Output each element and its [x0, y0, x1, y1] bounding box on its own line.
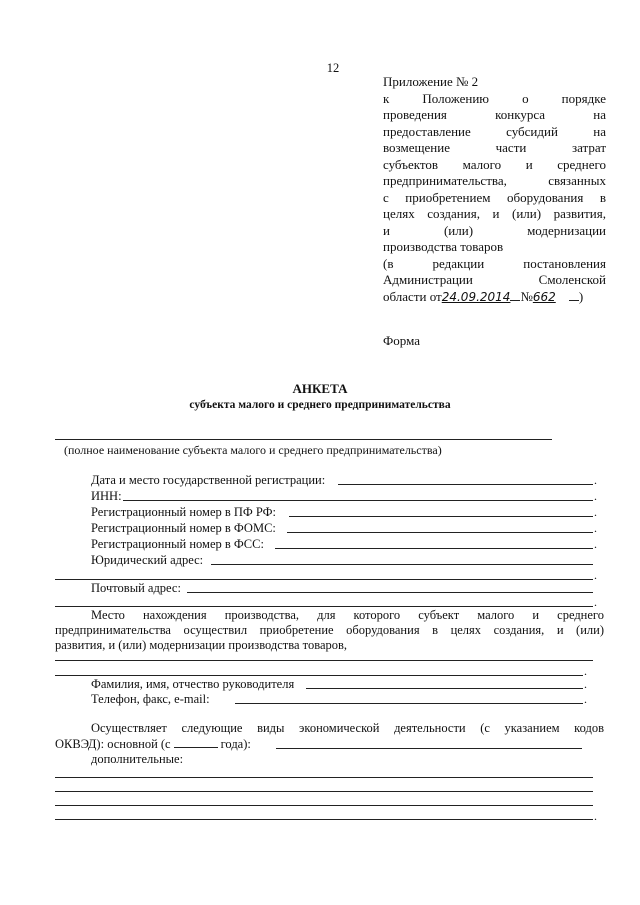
production-place-field[interactable] [55, 660, 593, 661]
contacts-field[interactable] [235, 703, 583, 704]
contacts-row [91, 691, 212, 707]
contacts-label: Телефон, факс, e-mail: [91, 692, 210, 706]
annex-line: предоставление субсидий на [383, 123, 606, 139]
annex-body [383, 91, 606, 240]
legal-address-row [91, 552, 205, 568]
period: . [594, 473, 597, 487]
production-place-line-1: Место нахождения производства, для которого субъект малого и среднего [91, 608, 604, 622]
inn-label: ИНН: [91, 489, 122, 503]
pf-field[interactable] [289, 516, 593, 517]
edition-date-handwritten: 24.09.2014 [441, 289, 511, 304]
activity-main-suffix: года): [220, 737, 251, 751]
annex-line: предпринимательства, связанных [383, 173, 606, 188]
annex-line: с приобретением оборудования в [383, 189, 606, 205]
manager-fio-label: Фамилия, имя, отчество руководителя [91, 677, 295, 691]
document-title: АНКЕТА [292, 381, 348, 396]
additional-field-4[interactable] [55, 819, 593, 820]
annex-block [383, 74, 606, 305]
edition-prefix: области от [383, 288, 442, 304]
registration-row [91, 472, 327, 488]
period: . [584, 692, 587, 706]
annex-line: и (или) модернизации [383, 222, 606, 238]
activity-main-prefix: ОКВЭД): основной (с [55, 737, 171, 751]
activity-line-2 [55, 736, 251, 752]
annex-line: целях создания, и (или) развития, [383, 206, 606, 221]
manager-row [91, 676, 296, 692]
period: . [594, 489, 597, 503]
annex-title: Приложение № 2 [383, 74, 479, 89]
period: . [594, 521, 597, 535]
additional-label: дополнительные: [91, 752, 184, 766]
annex-last-line: производства товаров [383, 239, 504, 254]
period: . [594, 809, 597, 823]
legal-address-label: Юридический адрес: [91, 553, 204, 567]
period: . [594, 595, 597, 609]
edition-line: Администрации Смоленской [383, 272, 606, 287]
activity-main-field[interactable] [276, 748, 582, 749]
inn-field[interactable] [123, 500, 593, 501]
postal-address-row [91, 580, 183, 596]
document-subtitle: субъекта малого и среднего предпринимательства [189, 399, 451, 411]
registration-label: Дата и место государственной регистрации: [91, 473, 326, 487]
annex-line: возмещение части затрат [383, 140, 606, 155]
registration-field[interactable] [338, 484, 593, 485]
activity-year-field[interactable] [174, 747, 218, 748]
inn-row [91, 488, 124, 504]
page-number: 12 [326, 61, 340, 75]
fss-row [91, 536, 266, 552]
period: . [594, 505, 597, 519]
period: . [594, 568, 597, 582]
additional-field-1[interactable] [55, 777, 593, 778]
form-label: Форма [383, 333, 420, 348]
period: . [584, 677, 587, 691]
annex-line: субъектов малого и среднего [383, 156, 606, 172]
annex-line: к Положению о порядке [383, 90, 606, 106]
fss-label: Регистрационный номер в ФСС: [91, 537, 264, 551]
postal-address-label: Почтовый адрес: [91, 581, 181, 595]
additional-row [91, 751, 183, 767]
production-place-line-3: развития, и (или) модернизации производства товаров, [55, 638, 348, 652]
period: . [594, 537, 597, 551]
additional-field-3[interactable] [55, 805, 593, 806]
name-caption: (полное наименование субъекта малого и среднего предпринимательства) [64, 443, 442, 457]
pf-row [91, 504, 278, 520]
pf-label: Регистрационный номер в ПФ РФ: [91, 505, 277, 519]
edition-number-handwritten: 662 [532, 289, 556, 304]
postal-address-field[interactable] [187, 592, 593, 593]
foms-row [91, 520, 278, 536]
fss-field[interactable] [275, 548, 593, 549]
name-field-line[interactable] [55, 439, 552, 440]
foms-label: Регистрационный номер в ФОМС: [91, 521, 276, 535]
foms-field[interactable] [287, 532, 593, 533]
activity-line-1: Осуществляет следующие виды экономической деятельности (с указанием кодов [91, 721, 604, 735]
additional-field-2[interactable] [55, 791, 593, 792]
annex-line: проведения конкурса на [383, 107, 606, 122]
edition-date-line [383, 289, 606, 306]
production-place-line-2: предпринимательства осуществил приобретение оборудования в целях создания, и (или) [55, 623, 604, 637]
edition-line: (в редакции постановления [383, 255, 606, 271]
manager-fio-field[interactable] [306, 688, 583, 689]
legal-address-field[interactable] [211, 564, 593, 565]
period: . [584, 664, 587, 678]
edition-number-label: № [520, 288, 533, 304]
edition-close: ) [578, 288, 584, 304]
